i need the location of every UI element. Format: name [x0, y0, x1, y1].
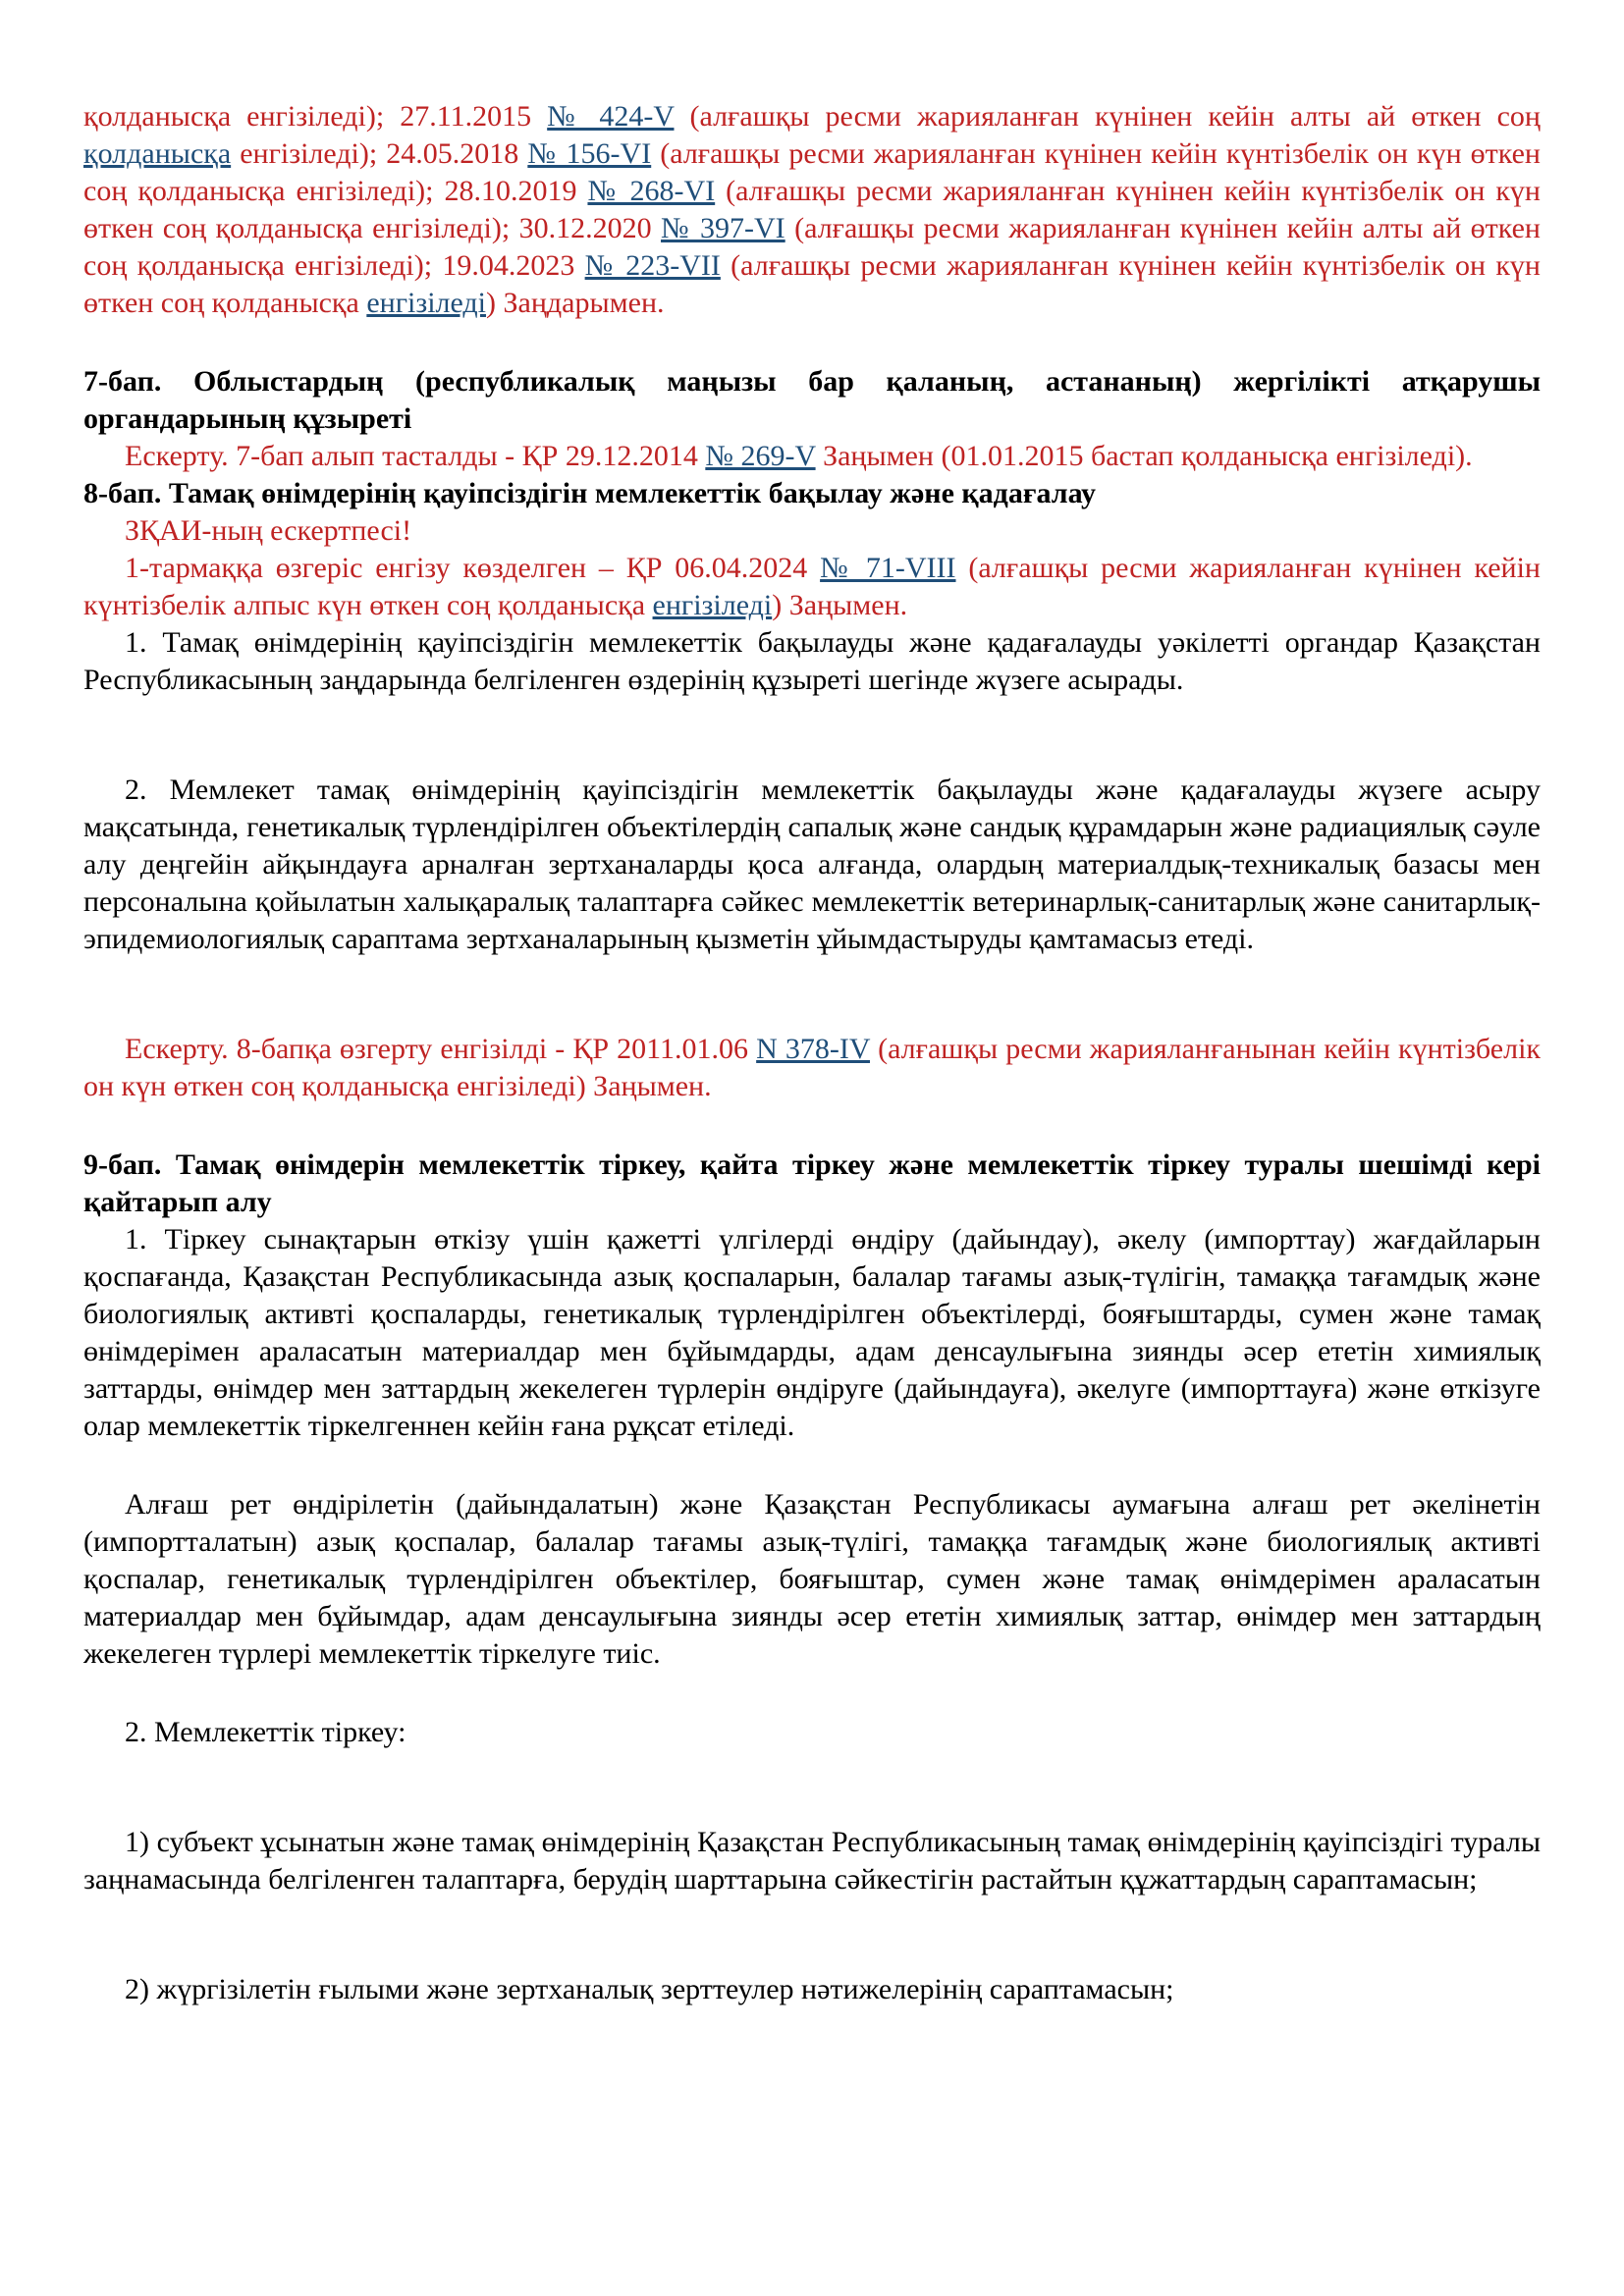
- article-9-heading: [83, 1147, 1541, 1221]
- article-7-heading: [83, 363, 1541, 438]
- law-link[interactable]: енгізіледі: [652, 589, 773, 621]
- text-run: 8-бап. Тамақ өнімдерінің қауіпсіздігін мемлекеттік бақылау және қадағалау: [83, 477, 1097, 509]
- text-run: ) Заңдарымен.: [486, 287, 665, 319]
- text-run: (алғашқы ресми жарияланған күнінен кейін алты ай өткен соң: [674, 100, 1541, 133]
- text-run: (алғашқы ресми жарияланғанынан кейін күнтізбелік он күн өткен соң қолданысқа енгізіледі) Заңымен.: [83, 1033, 1541, 1102]
- text-run: (алғашқы ресми жарияланған күнінен кейін күнтізбелік он күн өткен соң қолданысқа: [83, 249, 1541, 319]
- text-run: (алғашқы ресми жарияланған күнінен кейін алты ай өткен соң қолданысқа енгізіледі); 19.04.2023: [83, 212, 1541, 282]
- law-link[interactable]: № 268-VI: [587, 175, 716, 207]
- law-link[interactable]: № 156-VI: [527, 137, 652, 170]
- document-body: [83, 98, 1541, 2008]
- text-run: 7-бап. Облыстардың (республикалық маңызы бар қаланың, астананың) жергілікті атқарушы органдарының құзыреті: [83, 365, 1541, 435]
- text-run: 2. Мемлекеттік тіркеу:: [125, 1716, 406, 1748]
- article-9-point-2-subpoint-1: [83, 1824, 1541, 1898]
- article-8-heading: [83, 475, 1541, 512]
- article-8-point-2: [83, 772, 1541, 958]
- law-link[interactable]: № 71-VIII: [820, 552, 956, 584]
- text-run: 1. Тіркеу сынақтарын өткізу үшін қажетті үлгілерді өндіру (дайындау), әкелу (импорттау) жағдайларын қоспағанда, Қазақстан Республикасында азық қоспаларын, балалар тағамы азық-түлігін, тамаққа тағамдық және биологиялық активті қоспаларды, генетикалық түрлендірілген объектілерді, бояғыштарды, сумен және тамақ өнімдерімен араласатын материалдар мен бұйымдарды, адам денсаулығына зиянды әсер ететін химиялық заттарды, өнімдер мен заттардың жекелеген түрлерін өндіруге (дайындауға), әкелуге (импорттауға) және өткізуге олар мемлекеттік тіркелгеннен кейін ғана рұқсат етіледі.: [83, 1223, 1541, 1442]
- law-link[interactable]: қолданысқа: [83, 137, 232, 170]
- amendment-history-paragraph: [83, 98, 1541, 322]
- text-run: 1) субъект ұсынатын және тамақ өнімдерінің Қазақстан Республикасының тамақ өнімдерінің қауіпсіздігі туралы заңнамасында белгіленген талаптарға, берудің шарттарына сәйкестігін растайтын құжаттардың сараптамасын;: [83, 1826, 1541, 1896]
- article-9-point-2-subpoint-2: [83, 1971, 1541, 2008]
- text-run: Ескерту. 7-бап алып тасталды - ҚР 29.12.2014: [125, 440, 706, 472]
- text-run: (алғашқы ресми жарияланған күнінен кейін күнтізбелік он күн өткен соң қолданысқа енгізіледі); 28.10.2019: [83, 137, 1541, 207]
- article-9-point-1-para-2: [83, 1486, 1541, 1673]
- text-run: 1. Тамақ өнімдерінің қауіпсіздігін мемлекеттік бақылауды және қадағалауды уәкілетті органдар Қазақстан Республикасының заңдарында белгіленген өздерінің құзыреті шегінде жүзеге асырады.: [83, 626, 1541, 696]
- text-run: Ескерту. 8-бапқа өзгерту енгізілді - ҚР 2011.01.06: [125, 1033, 757, 1065]
- article-8-point-1: [83, 624, 1541, 699]
- zqai-note-label: [83, 512, 1541, 550]
- text-run: енгізіледі); 24.05.2018: [231, 137, 528, 170]
- law-link[interactable]: N 378-IV: [756, 1033, 871, 1065]
- text-run: 2. Мемлекет тамақ өнімдерінің қауіпсіздігін мемлекеттік бақылауды және қадағалауды жүзеге асыру мақсатында, генетикалық түрлендірілген объектілердің сапалық және сандық құрамдарын және радиациялық сәуле алу деңгейін айқындауға арналған зертханаларды қоса алғанда, олардың материалдық-техникалық базасы мен персоналына қойылатын халықаралық талаптарға сәйкес мемлекеттік ветеринарлық-санитарлық және санитарлық-эпидемиологиялық сараптама зертханаларының қызметін ұйымдастыруды қамтамасыз етеді.: [83, 774, 1541, 955]
- text-run: Заңымен (01.01.2015 бастап қолданысқа енгізіледі).: [815, 440, 1473, 472]
- article-7-repeal-note: [83, 438, 1541, 475]
- article-8-amendment-note: [83, 1031, 1541, 1105]
- law-link[interactable]: № 397-VI: [661, 212, 785, 244]
- text-run: (алғашқы ресми жарияланған күнінен кейін күнтізбелік алпыс күн өткен соң қолданысқа: [83, 552, 1541, 621]
- article-9-point-1: [83, 1221, 1541, 1445]
- text-run: ЗҚАИ-ның ескертпесі!: [125, 514, 412, 547]
- text-run: қолданысқа енгізіледі); 27.11.2015: [83, 100, 548, 133]
- text-run: 1-тармаққа өзгеріс енгізу көзделген – ҚР 06.04.2024: [125, 552, 821, 584]
- text-run: Алғаш рет өндірілетін (дайындалатын) және Қазақстан Республикасы аумағына алғаш рет әкелінетін (импортталатын) азық қоспалар, балалар тағамы азық-түлігі, тамаққа тағамдық және биологиялық активті қоспалар, генетикалық түрлендірілген объектілер, бояғыштар, сумен және тамақ өнімдерімен араласатын материалдар мен бұйымдар, адам денсаулығына зиянды әсер ететін химиялық заттар, өнімдер мен заттардың жекелеген түрлері мемлекеттік тіркелуге тиіс.: [83, 1488, 1541, 1670]
- text-run: ) Заңымен.: [772, 589, 908, 621]
- law-link[interactable]: № 424-V: [547, 100, 675, 133]
- law-link[interactable]: № 223-VII: [584, 249, 721, 282]
- article-9-point-2: [83, 1714, 1541, 1751]
- text-run: (алғашқы ресми жарияланған күнінен кейін күнтізбелік он күн өткен соң қолданысқа енгізіледі); 30.12.2020: [83, 175, 1541, 244]
- law-link[interactable]: № 269-V: [705, 440, 816, 472]
- article-8-pending-amendment-note: [83, 550, 1541, 624]
- text-run: 2) жүргізілетін ғылыми және зертханалық зерттеулер нәтижелерінің сараптамасын;: [125, 1973, 1174, 2005]
- text-run: 9-бап. Тамақ өнімдерін мемлекеттік тіркеу, қайта тіркеу және мемлекеттік тіркеу туралы шешімді кері қайтарып алу: [83, 1148, 1541, 1218]
- law-link[interactable]: енгізіледі: [366, 287, 487, 319]
